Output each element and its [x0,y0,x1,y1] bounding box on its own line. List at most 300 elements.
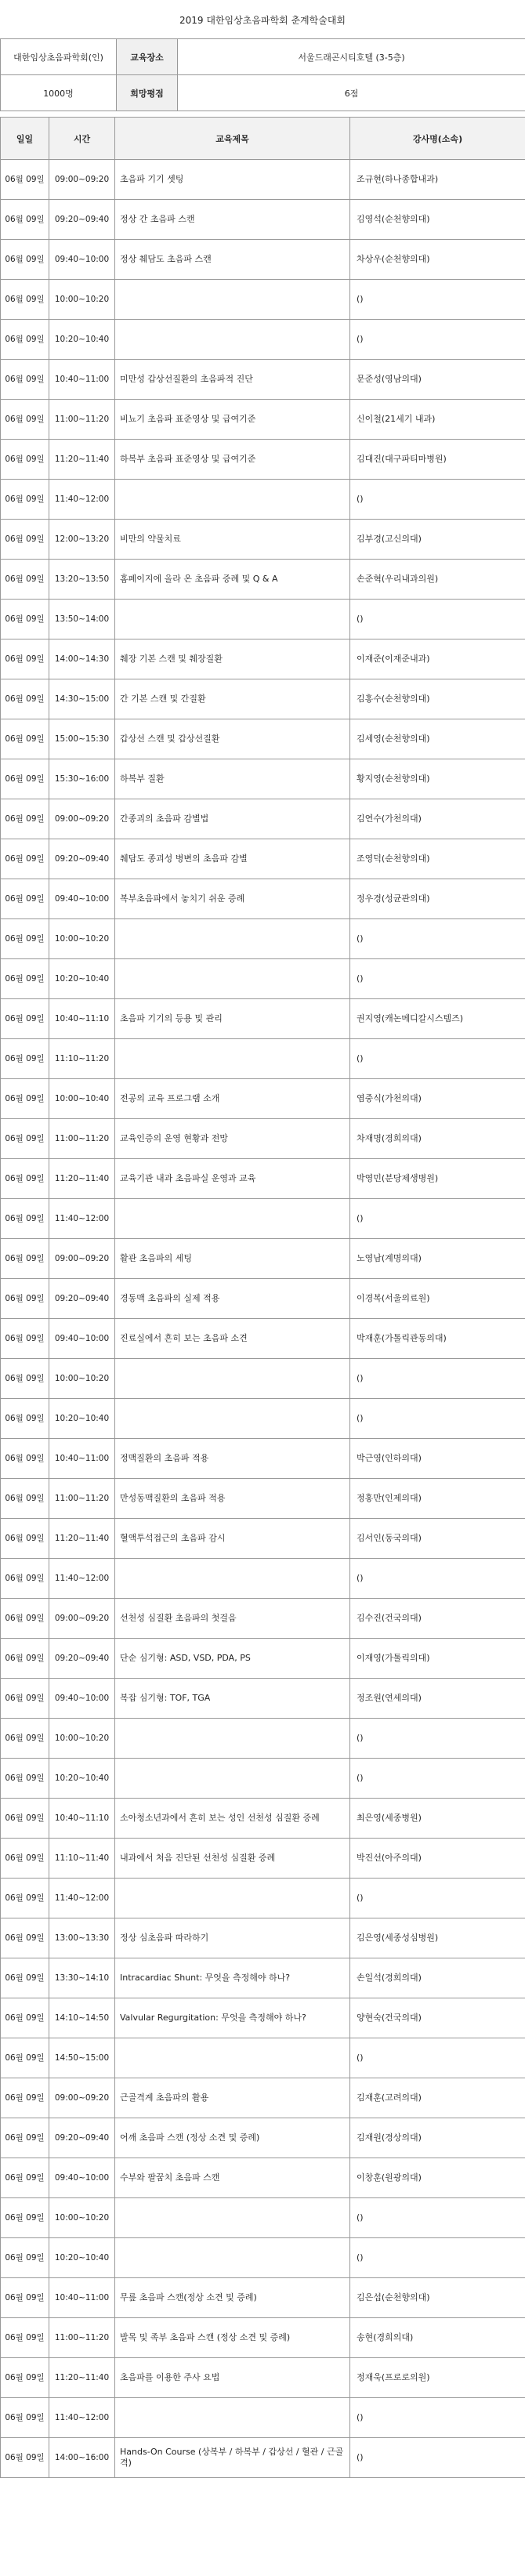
row-date: 06월 09일 [1,2158,49,2198]
table-row [1,240,525,280]
row-time: 10:20~10:40 [49,1399,115,1439]
row-lecturer: () [350,1199,525,1239]
row-lecturer: 노영남(계명의대) [350,1239,525,1279]
row-lecturer: 이창훈(원광의대) [350,2158,525,2198]
row-lecturer: 김홍수(순천향의대) [350,679,525,719]
row-date: 06월 09일 [1,1799,49,1839]
table-row [1,1119,525,1159]
row-lecturer: () [350,600,525,639]
row-lecturer: 송현(경희의대) [350,2318,525,2358]
header-time: 시간 [49,118,115,160]
table-row [1,1799,525,1839]
row-time: 11:40~12:00 [49,2398,115,2438]
row-date: 06월 09일 [1,1359,49,1399]
table-row [1,1359,525,1399]
row-date: 06월 09일 [1,2198,49,2238]
row-date: 06월 09일 [1,1879,49,1918]
row-date: 06월 09일 [1,2358,49,2398]
row-time: 09:00~09:20 [49,160,115,200]
row-lecturer: 염중식(가천의대) [350,1079,525,1119]
row-lecturer: () [350,2038,525,2078]
row-date: 06월 09일 [1,560,49,600]
table-row [1,1839,525,1879]
row-date: 06월 09일 [1,999,49,1039]
row-time: 13:50~14:00 [49,600,115,639]
row-subject: 단순 심기형: ASD, VSD, PDA, PS [115,1639,350,1679]
row-date: 06월 09일 [1,1998,49,2038]
row-date: 06월 09일 [1,1239,49,1279]
schedule-table [0,117,525,2478]
table-row [1,480,525,520]
row-time: 14:50~15:00 [49,2038,115,2078]
row-date: 06월 09일 [1,480,49,520]
table-row [1,959,525,999]
row-time: 14:30~15:00 [49,679,115,719]
row-time: 11:40~12:00 [49,480,115,520]
row-time: 09:20~09:40 [49,1639,115,1679]
row-subject: 무릎 초음파 스캔(정상 소견 및 증례) [115,2278,350,2318]
row-date: 06월 09일 [1,2078,49,2118]
row-date: 06월 09일 [1,1479,49,1519]
row-time: 11:20~11:40 [49,2358,115,2398]
row-subject [115,1199,350,1239]
row-date: 06월 09일 [1,919,49,959]
row-date: 06월 09일 [1,400,49,440]
row-subject: 소아청소년과에서 흔히 보는 성인 선천성 심질환 증례 [115,1799,350,1839]
row-date: 06월 09일 [1,2238,49,2278]
row-time: 12:00~13:20 [49,520,115,560]
row-date: 06월 09일 [1,639,49,679]
table-row [1,759,525,799]
row-time: 09:20~09:40 [49,839,115,879]
row-lecturer: () [350,1759,525,1799]
table-row [1,1879,525,1918]
table-row [1,1079,525,1119]
row-date: 06월 09일 [1,2118,49,2158]
row-time: 10:40~11:00 [49,360,115,400]
row-time: 10:00~10:20 [49,280,115,320]
table-row [1,1199,525,1239]
row-date: 06월 09일 [1,320,49,360]
row-date: 06월 09일 [1,1679,49,1719]
row-date: 06월 09일 [1,1199,49,1239]
row-subject [115,600,350,639]
row-subject: 선천성 심질환 초음파의 첫걸음 [115,1599,350,1639]
row-date: 06월 09일 [1,959,49,999]
row-subject: 미만성 갑상선질환의 초음파적 진단 [115,360,350,400]
row-subject: 경동맥 초음파의 실제 적용 [115,1279,350,1319]
row-date: 06월 09일 [1,1719,49,1759]
row-date: 06월 09일 [1,839,49,879]
row-subject: 초음파 기기의 등용 및 관리 [115,999,350,1039]
row-time: 10:00~10:20 [49,1719,115,1759]
table-row [1,2238,525,2278]
row-date: 06월 09일 [1,1079,49,1119]
row-time: 14:00~16:00 [49,2438,115,2478]
row-time: 11:00~11:20 [49,1479,115,1519]
row-date: 06월 09일 [1,360,49,400]
row-date: 06월 09일 [1,1039,49,1079]
table-row [1,360,525,400]
row-lecturer: () [350,320,525,360]
row-time: 09:20~09:40 [49,2118,115,2158]
row-time: 09:40~10:00 [49,879,115,919]
row-date: 06월 09일 [1,2278,49,2318]
row-lecturer: () [350,280,525,320]
row-time: 10:20~10:40 [49,2238,115,2278]
row-date: 06월 09일 [1,1639,49,1679]
row-time: 13:30~14:10 [49,1958,115,1998]
row-date: 06월 09일 [1,2318,49,2358]
row-lecturer: 박영민(분당제생병원) [350,1159,525,1199]
row-subject: 홈페이지에 올라 온 초음파 증례 및 Q & A [115,560,350,600]
row-time: 11:00~11:20 [49,400,115,440]
row-subject [115,2398,350,2438]
row-lecturer: 김은섭(순천향의대) [350,2278,525,2318]
row-date: 06월 09일 [1,1839,49,1879]
row-subject: Hands-On Course (상복부 / 하복부 / 갑상선 / 혈관 / 근골격) [115,2438,350,2478]
row-subject: 간 기본 스캔 및 간질환 [115,679,350,719]
table-row [1,1719,525,1759]
table-row [1,2198,525,2238]
row-date: 06월 09일 [1,600,49,639]
row-subject: 복잡 심기형: TOF, TGA [115,1679,350,1719]
row-time: 15:00~15:30 [49,719,115,759]
row-lecturer: 김재원(경상의대) [350,2118,525,2158]
row-time: 10:40~11:10 [49,999,115,1039]
table-row [1,919,525,959]
row-time: 10:00~10:20 [49,2198,115,2238]
row-lecturer: () [350,1559,525,1599]
table-row [1,2158,525,2198]
row-time: 11:00~11:20 [49,2318,115,2358]
row-lecturer: 이재영(가톨릭의대) [350,1639,525,1679]
row-date: 06월 09일 [1,520,49,560]
table-row [1,1559,525,1599]
row-time: 10:40~11:10 [49,1799,115,1839]
table-row [1,999,525,1039]
row-lecturer: 문준성(영남의대) [350,360,525,400]
table-row [1,679,525,719]
table-row [1,1039,525,1079]
table-row [1,1479,525,1519]
row-lecturer: 김수진(건국의대) [350,1599,525,1639]
row-lecturer: 정조원(연세의대) [350,1679,525,1719]
row-subject: 간종괴의 초음파 감별법 [115,799,350,839]
row-date: 06월 09일 [1,160,49,200]
row-subject: 정상 간 초음파 스캔 [115,200,350,240]
venue-label: 교육장소 [117,39,178,75]
row-date: 06월 09일 [1,1918,49,1958]
row-subject: 정상 심초음파 따라하기 [115,1918,350,1958]
row-lecturer: () [350,2198,525,2238]
row-subject [115,2238,350,2278]
table-row [1,1599,525,1639]
row-date: 06월 09일 [1,2438,49,2478]
row-time: 11:40~12:00 [49,1879,115,1918]
row-subject [115,1759,350,1799]
row-date: 06월 09일 [1,1119,49,1159]
table-row [1,1639,525,1679]
row-time: 13:00~13:30 [49,1918,115,1958]
table-row [1,200,525,240]
table-row [1,839,525,879]
table-row [1,1439,525,1479]
row-subject: 정상 췌담도 초음파 스캔 [115,240,350,280]
row-subject: 정맥질환의 초음파 적용 [115,1439,350,1479]
row-time: 10:40~11:00 [49,2278,115,2318]
row-time: 10:00~10:20 [49,1359,115,1399]
schedule-header-row [1,118,525,160]
row-subject [115,2038,350,2078]
row-subject: 하복부 질환 [115,759,350,799]
row-time: 11:20~11:40 [49,440,115,480]
row-lecturer: 조영덕(순천향의대) [350,839,525,879]
row-subject: 비만의 약물치료 [115,520,350,560]
credit-label: 희망평점 [117,75,178,111]
row-subject: 활관 초음파의 세팅 [115,1239,350,1279]
header-date: 일일 [1,118,49,160]
row-lecturer: 김은영(세종성심병원) [350,1918,525,1958]
row-lecturer: 이재준(이재준내과) [350,639,525,679]
table-row [1,879,525,919]
table-row [1,799,525,839]
header-subject: 교육제목 [115,118,350,160]
row-subject [115,480,350,520]
row-lecturer: 양현숙(건국의대) [350,1998,525,2038]
row-date: 06월 09일 [1,1399,49,1439]
row-time: 09:40~10:00 [49,2158,115,2198]
row-lecturer: 정재욱(프로로의원) [350,2358,525,2398]
row-lecturer: 차재명(경희의대) [350,1119,525,1159]
row-subject: 교육기관 내과 초음파실 운영과 교육 [115,1159,350,1199]
row-time: 09:00~09:20 [49,2078,115,2118]
row-date: 06월 09일 [1,1559,49,1599]
row-lecturer: () [350,1359,525,1399]
row-subject: 발목 및 족부 초음파 스캔 (정상 소견 및 증례) [115,2318,350,2358]
row-lecturer: () [350,480,525,520]
row-subject [115,1359,350,1399]
row-lecturer: 손일석(경희의대) [350,1958,525,1998]
row-lecturer: 김세영(순천향의대) [350,719,525,759]
row-lecturer: 김서인(동국의대) [350,1519,525,1559]
row-lecturer: () [350,919,525,959]
row-time: 11:10~11:20 [49,1039,115,1079]
row-subject [115,1399,350,1439]
row-date: 06월 09일 [1,799,49,839]
row-time: 09:20~09:40 [49,1279,115,1319]
table-row [1,1319,525,1359]
row-time: 09:00~09:20 [49,1599,115,1639]
table-row [1,320,525,360]
row-lecturer: 박근영(인하의대) [350,1439,525,1479]
row-subject: 수부와 팔꿈치 초음파 스캔 [115,2158,350,2198]
row-lecturer: 김대진(대구파티마병원) [350,440,525,480]
row-lecturer: () [350,2398,525,2438]
row-time: 10:20~10:40 [49,320,115,360]
row-lecturer: () [350,2238,525,2278]
row-date: 06월 09일 [1,240,49,280]
row-lecturer: 이경복(서울의료원) [350,1279,525,1319]
credit-value: 6점 [178,75,525,111]
row-subject: 혈액투석접근의 초음파 감시 [115,1519,350,1559]
row-subject: 초음파 기기 셋팅 [115,160,350,200]
table-row [1,400,525,440]
table-row [1,560,525,600]
row-subject [115,1719,350,1759]
table-row [1,1998,525,2038]
table-row [1,600,525,639]
table-row [1,1399,525,1439]
row-time: 11:10~11:40 [49,1839,115,1879]
row-subject [115,1879,350,1918]
row-time: 11:20~11:40 [49,1159,115,1199]
schedule-body [1,160,525,2478]
table-row [1,520,525,560]
row-lecturer: 박진선(아주의대) [350,1839,525,1879]
row-subject: 내과에서 처음 진단된 선천성 심질환 증례 [115,1839,350,1879]
row-date: 06월 09일 [1,440,49,480]
row-subject: 복부초음파에서 놓치기 쉬운 증례 [115,879,350,919]
row-subject [115,280,350,320]
row-date: 06월 09일 [1,1519,49,1559]
row-time: 09:00~09:20 [49,1239,115,1279]
table-row [1,2358,525,2398]
row-subject [115,2198,350,2238]
row-date: 06월 09일 [1,1159,49,1199]
row-subject: 초음파를 이용한 주사 요법 [115,2358,350,2398]
row-time: 10:40~11:00 [49,1439,115,1479]
row-lecturer: () [350,1719,525,1759]
row-subject: 췌담도 종괴성 병변의 초음파 감별 [115,839,350,879]
row-subject: 진료실에서 흔히 보는 초음파 소견 [115,1319,350,1359]
row-time: 14:10~14:50 [49,1998,115,2038]
row-date: 06월 09일 [1,1319,49,1359]
row-subject [115,1559,350,1599]
row-time: 11:40~12:00 [49,1559,115,1599]
table-row [1,639,525,679]
row-lecturer: 차상우(순천향의대) [350,240,525,280]
row-date: 06월 09일 [1,759,49,799]
row-time: 09:20~09:40 [49,200,115,240]
row-lecturer: 김부경(고신의대) [350,520,525,560]
row-time: 11:00~11:20 [49,1119,115,1159]
row-lecturer: () [350,1039,525,1079]
row-subject: 전공의 교육 프로그램 소개 [115,1079,350,1119]
row-lecturer: 황지영(순천향의대) [350,759,525,799]
table-row [1,1159,525,1199]
table-row [1,1279,525,1319]
row-date: 06월 09일 [1,1599,49,1639]
capacity-value: 1000명 [1,75,117,111]
row-subject [115,320,350,360]
row-time: 10:00~10:40 [49,1079,115,1119]
row-subject: Valvular Regurgitation: 무엇을 측정해야 하나? [115,1998,350,2038]
row-time: 09:40~10:00 [49,1319,115,1359]
row-date: 06월 09일 [1,2038,49,2078]
table-row [1,2438,525,2478]
row-date: 06월 09일 [1,879,49,919]
row-subject: 췌장 기본 스캔 및 췌장질환 [115,639,350,679]
row-lecturer: () [350,2438,525,2478]
row-lecturer: 정우경(성균관의대) [350,879,525,919]
row-subject: 교육인증의 운영 현황과 전망 [115,1119,350,1159]
row-time: 10:00~10:20 [49,919,115,959]
row-lecturer: () [350,1399,525,1439]
table-row [1,719,525,759]
row-date: 06월 09일 [1,719,49,759]
row-subject: 만성동맥질환의 초음파 적용 [115,1479,350,1519]
row-date: 06월 09일 [1,1439,49,1479]
table-row [1,2278,525,2318]
info-table [0,38,525,111]
row-lecturer: () [350,959,525,999]
row-time: 09:00~09:20 [49,799,115,839]
row-time: 15:30~16:00 [49,759,115,799]
table-row [1,2038,525,2078]
row-time: 11:20~11:40 [49,1519,115,1559]
row-lecturer: 박재훈(가톨릭관동의대) [350,1319,525,1359]
row-subject: 비뇨기 초음파 표준영상 및 급여기준 [115,400,350,440]
table-row [1,1918,525,1958]
row-lecturer: 김재훈(고려의대) [350,2078,525,2118]
row-time: 14:00~14:30 [49,639,115,679]
row-lecturer: () [350,1879,525,1918]
row-date: 06월 09일 [1,280,49,320]
row-time: 09:40~10:00 [49,240,115,280]
row-date: 06월 09일 [1,2398,49,2438]
row-subject: 하복부 초음파 표준영상 및 급여기준 [115,440,350,480]
row-lecturer: 손준혁(우리내과의원) [350,560,525,600]
table-row [1,1519,525,1559]
row-subject: Intracardiac Shunt: 무엇을 측정해야 하나? [115,1958,350,1998]
row-date: 06월 09일 [1,1958,49,1998]
row-date: 06월 09일 [1,1759,49,1799]
table-row [1,2398,525,2438]
venue-value: 서울드래곤시티호텔 (3-5층) [178,39,525,75]
row-lecturer: 김영석(순천향의대) [350,200,525,240]
table-row [1,2318,525,2358]
table-row [1,1679,525,1719]
table-row [1,160,525,200]
row-time: 11:40~12:00 [49,1199,115,1239]
row-lecturer: 권지영(캐논메디칼시스템즈) [350,999,525,1039]
table-row [1,1759,525,1799]
row-lecturer: 김연수(가천의대) [350,799,525,839]
organizer: 대한임상초음파학회(인) [1,39,117,75]
row-subject: 갑상선 스캔 및 갑상선질환 [115,719,350,759]
row-subject [115,959,350,999]
table-row [1,1958,525,1998]
row-date: 06월 09일 [1,200,49,240]
header-lecturer: 강사명(소속) [350,118,525,160]
row-subject [115,1039,350,1079]
row-date: 06월 09일 [1,1279,49,1319]
page-title: 2019 대한임상초음파학회 춘계학술대회 [179,15,346,26]
row-subject [115,919,350,959]
row-subject: 어깨 초음파 스캔 (정상 소견 및 증례) [115,2118,350,2158]
table-row [1,2078,525,2118]
table-row [1,1239,525,1279]
table-row [1,280,525,320]
row-time: 10:20~10:40 [49,959,115,999]
row-date: 06월 09일 [1,679,49,719]
row-time: 09:40~10:00 [49,1679,115,1719]
row-time: 10:20~10:40 [49,1759,115,1799]
row-lecturer: 정홍만(인제의대) [350,1479,525,1519]
table-row [1,2118,525,2158]
row-lecturer: 신이철(21세기 내과) [350,400,525,440]
